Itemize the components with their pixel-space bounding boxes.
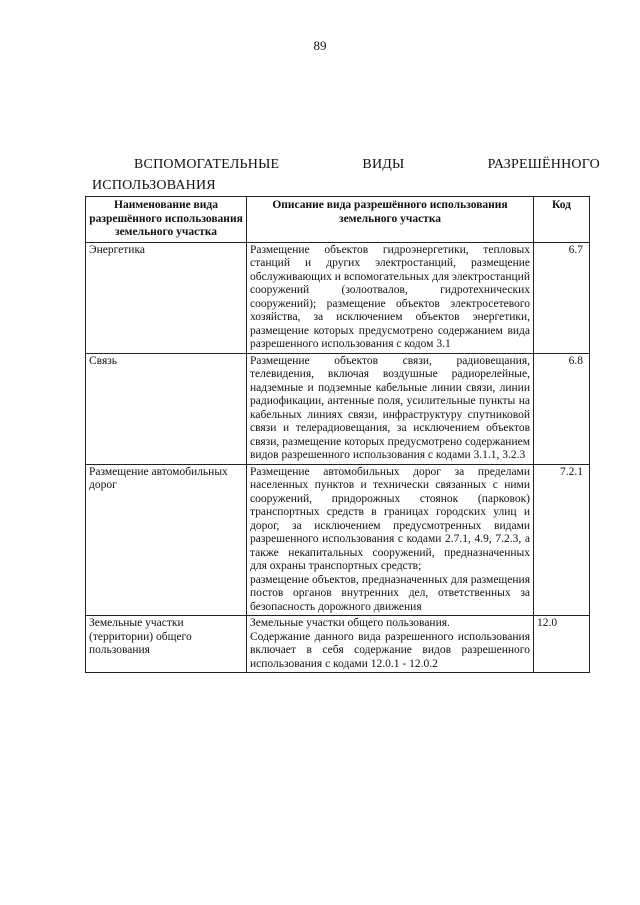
table-row [86, 353, 590, 464]
description-paragraph: Содержание данного вида разрешенного использования включает в себя содержание видов разрешенного использования с кодами 12.0.1 - 12.0.2 [250, 630, 530, 670]
description-paragraph: размещение объектов, предназначенных для размещения постов органов внутренних дел, ответственных за безопасность дорожного движения [250, 573, 530, 613]
land-use-table [85, 196, 590, 673]
table-header-row [86, 197, 590, 243]
heading-word-3: РАЗРЕШЁННОГО [487, 157, 600, 172]
row-name: Размещение автомобильных дорог [86, 464, 247, 616]
row-code: 7.2.1 [534, 464, 590, 616]
description-paragraph: Размещение объектов гидроэнергетики, тепловых станций и других электростанций, размещение обслуживающих и вспомогательных для электростанций сооружений (золоотвалов, гидротехнических сооружений); размещение объектов электросетевого хозяйства, за исключением объектов энергетики, размещение которых предусмотрено содержанием вида разрешенного использования с кодом 3.1 [250, 243, 530, 350]
description-paragraph: Размещение объектов связи, радиовещания, телевидения, включая воздушные радиорелейные, надземные и подземные кабельные линии связи, линии радиофикации, антенные поля, усилительные пункты на кабельных линиях связи, инфраструктуру спутниковой связи и телерадиовещания, за исключением объектов связи, размещение которых предусмотрено содержанием видов разрешенного использования с кодами 3.1.1, 3.2.3 [250, 354, 530, 461]
row-name: Связь [86, 353, 247, 464]
heading-word-2: ВИДЫ [362, 157, 405, 172]
table-row [86, 464, 590, 616]
section-heading [92, 157, 600, 173]
section-heading-line-2: ИСПОЛЬЗОВАНИЯ [92, 178, 216, 193]
row-description [247, 353, 534, 464]
row-code: 12.0 [534, 616, 590, 673]
row-description [247, 616, 534, 673]
row-name: Земельные участки (территории) общего пользования [86, 616, 247, 673]
description-paragraph: Размещение автомобильных дорог за пределами населенных пунктов и технически связанных с ними сооружений, придорожных стоянок (парковок) транспортных средств в границах городских улиц и дорог, за исключением предусмотренных видами разрешенного использования с кодами 2.7.1, 4.9, 7.2.3, а также некапитальных сооружений, предназначенных для охраны транспортных средств; [250, 465, 530, 572]
header-code: Код [534, 197, 590, 243]
table-row [86, 242, 590, 353]
header-description: Описание вида разрешённого использования земельного участка [247, 197, 534, 243]
row-name: Энергетика [86, 242, 247, 353]
heading-word-1: ВСПОМОГАТЕЛЬНЫЕ [134, 157, 280, 172]
page-number: 89 [313, 38, 327, 53]
description-paragraph: Земельные участки общего пользования. [250, 617, 450, 629]
row-code: 6.8 [534, 353, 590, 464]
table-row [86, 616, 590, 673]
header-name: Наименование вида разрешённого использования земельного участка [86, 197, 247, 243]
row-description [247, 464, 534, 616]
row-code: 6.7 [534, 242, 590, 353]
row-description [247, 242, 534, 353]
